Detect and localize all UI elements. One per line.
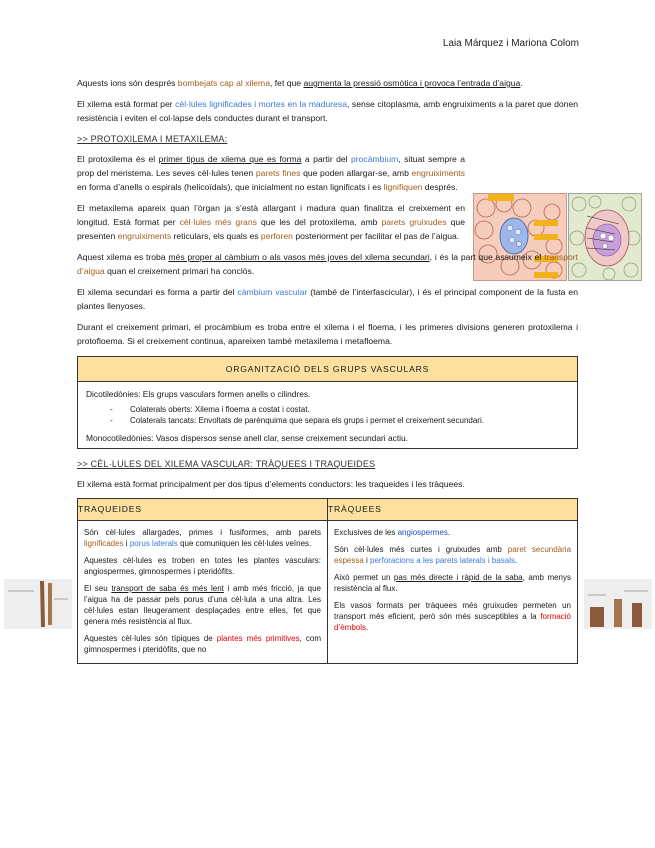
traqueides-side-figure [4,579,72,629]
text-run: El xilema secundari es forma a partir del [77,287,238,297]
traqueides-cell [78,521,328,664]
highlight-text: transport d’aigua [77,252,579,276]
text-run: . [515,556,518,565]
traquees-cell [328,521,578,664]
creixement-primari-paragraph: Durant el creixement primari, el procàmbium es troba entre el xilema i el floema, i les primeres divisions generen protoxilema i protofloema. Si el creixement continua, apareixen també metaxilema i metafloema. [77,322,578,346]
text-run: que comuniquen les cèl·lules veïnes. [177,539,312,548]
elements-intro-paragraph: El xilema està format principalment per dos tipus d’elements conductors: les traqueides i les tràquees. [77,479,465,489]
text-run: Això permet un [334,573,394,582]
text-run: després. [422,182,458,192]
highlight-text: parets gruixudes [381,217,447,227]
section-heading-traquees: >> CÈL·LULES DEL XILEMA VASCULAR: TRÀQUEES I TRAQUEIDES [77,459,376,469]
text-run: , com gimnospermes i pteridòfits, que no [84,634,321,654]
highlight-text: porus laterals [129,539,178,548]
text-run: reticulars, els quals es [171,231,261,241]
vascular-groups-title: ORGANITZACIÓ DELS GRUPS VASCULARS [78,357,577,382]
list-item: - Colaterals tancats: Envoltats de parènquima que separa els grups i permet el creixement secundari. [130,415,569,426]
highlight-text: parets fines [255,168,301,178]
text-run: (també de l’interfascicular), i és el principal component de la fusta en plantes llenyoses. [77,287,578,311]
highlight-text: bombejats cap al xilema [177,78,270,88]
text-run: , situat sempre a prop del meristema. Les seves cèl·lules tenen [77,154,465,178]
highlight-text: paret secundària espessa [334,545,572,565]
intro-paragraph-1 [77,76,578,90]
dicot-text: Dicotiledònies: Els grups vasculars formen anells o cilindres. [86,389,311,399]
highlight-text: formació d’èmbols [334,612,571,632]
cell-paragraph [334,600,571,633]
author-header: Laia Márquez i Mariona Colom [442,38,579,49]
text-run: . [520,78,523,88]
highlight-text: càmbium vascular [237,287,308,297]
text-run: . [366,623,369,632]
cell-paragraph [84,633,321,655]
table-header-row [78,499,578,521]
text-run: i [123,539,130,548]
text-run: , sense citoplasma, amb engruiximents a la paret que donen resistència i eviten el col·lapse dels conductes durant el transport. [77,99,579,123]
highlight-text: cèl·lules lignificades i mortes en la maduresa [175,99,347,109]
text-run: a partir del [301,154,352,164]
section-heading-protoxilema: >> PROTOXILEMA I METAXILEMA: [77,134,228,144]
text-run: . [447,528,451,537]
text-run: i [363,556,371,565]
highlight-text: engruiximents [117,231,172,241]
text-run: Exclusives de les [334,528,398,537]
text-run: Aquestes cèl·lules són típiques de [84,634,217,643]
vascular-bundle-drawing [569,194,641,280]
highlight-text: angiospermes [397,528,448,537]
underlined-text: pas més directe i ràpid de la saba [393,573,523,582]
traqueides-traquees-table [77,498,578,664]
text-run: El protoxilema és el [77,154,159,164]
highlight-text: procàmbium [351,154,399,164]
cell-paragraph [334,527,571,538]
highlight-text: plantes més primitives [216,634,300,643]
highlight-text: perforen [260,231,293,241]
traquees-drawing [584,579,652,629]
vascular-groups-body [78,382,577,448]
cell-paragraph [84,583,321,627]
text-run: El metaxilema apareix quan l’òrgan ja s’està allargant i madura quan finalitza el creixement en longitud. Està format per [77,203,465,227]
text-run: que les del protoxilema, amb [256,217,382,227]
dicot-list [86,404,569,426]
highlight-text: engruiximents [411,168,465,178]
text-run: Els vasos formats per tràquees més gruixudes permeten un transport més eficient, però són més susceptibles a la [334,601,571,621]
text-run: Són cèl·lules allargades, primes i fusiformes, amb parets [84,528,321,537]
underlined-text: més proper al càmbium o als vasos més joves del xilema secundari [168,252,430,262]
monocot-text: Monocotiledònies: Vasos dispersos sense anell clar, sense creixement secundari actiu. [86,433,408,443]
highlight-text: lignificades [84,539,124,548]
cell-paragraph [84,527,321,549]
text-run: , i és la part que assumeix el [429,252,545,262]
column-header-traquees: TRÀQUEES [328,499,578,521]
text-run: Aquest xilema es troba [77,252,169,262]
intro-paragraph-2 [77,97,578,125]
text-run: El seu [84,584,112,593]
metaxilema-paragraph [77,201,465,243]
cell-paragraph [334,572,571,594]
text-run: que poden allargar-se, amb [300,168,412,178]
text-run: El xilema està format per [77,99,176,109]
underlined-text: transport de saba és més lent [111,584,224,593]
xilema-secundari-paragraph [77,285,578,313]
underlined-text: augmenta la pressió osmòtica i provoca l’entrada d’aigua [303,78,521,88]
list-item: - Colaterals oberts: Xilema i floema a costat i costat. [130,404,569,415]
table-row [78,521,578,664]
text-run: posteriorment per facilitar el pas de l’aigua. [292,231,460,241]
text-run: Són cèl·lules més curtes i gruixudes amb [334,545,508,554]
highlight-text: perforacions a les parets laterals i basals [370,556,515,565]
text-run: en forma d’anells o espirals (helicoïdals), que inicialment no estan lignificats i es [77,182,384,192]
highlight-text: cèl·lules més grans [179,217,257,227]
text-run: que presenten [77,217,465,241]
underlined-text: primer tipus de xilema que es forma [158,154,302,164]
text-run: Aquests ions són després [77,78,178,88]
protoxilema-paragraph [77,152,465,194]
vascular-bundle-figure [568,193,642,281]
text-run: quan el creixement primari ha conclòs. [104,266,255,276]
traqueides-drawing [4,579,72,629]
xilema-location-paragraph [77,250,578,278]
cell-paragraph: Aquestes cèl·lules es troben en totes les plantes vasculars: angiospermes, gimnospermes i pteridòfits. [84,556,321,576]
traquees-side-figure [584,579,652,629]
text-run: , fet que [270,78,304,88]
cell-paragraph [334,544,571,566]
text-run: , amb menys resistència al flux. [334,573,572,593]
column-header-traqueides: TRAQUEIDES [78,499,328,521]
highlight-text: lignifiquen [383,182,423,192]
vascular-groups-box [77,356,578,449]
text-run: i amb més fricció, ja que l’aigua ha de passar pels porus d’una cèl·lula a una altra. Les cèl·lules estan lleugerament desplaçades entre elles, fet que genera més resistència al flux. [84,584,321,626]
main-content [77,76,578,664]
